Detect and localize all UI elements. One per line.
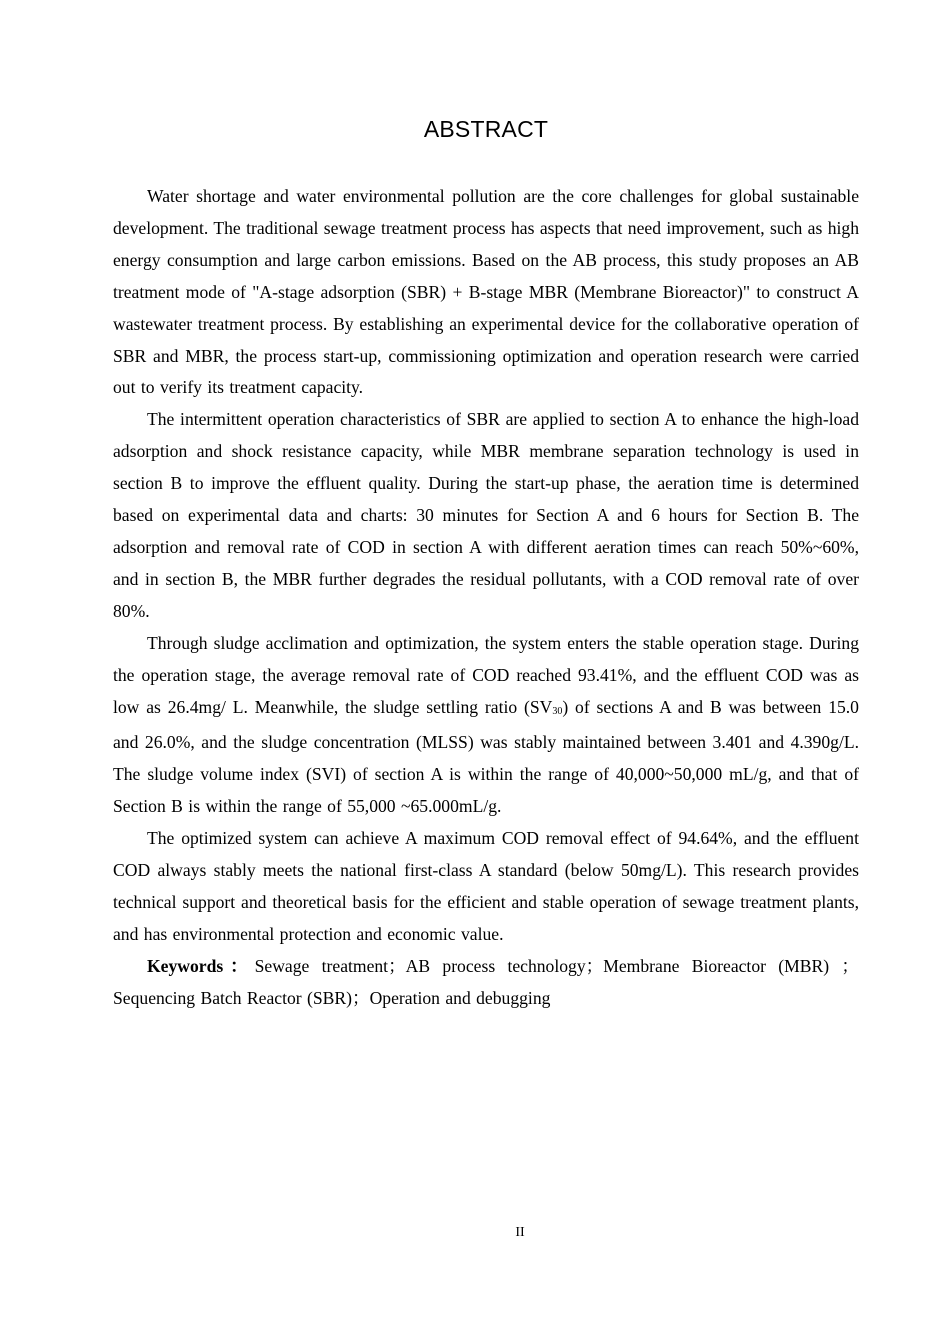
page-number: II	[515, 1225, 525, 1240]
abstract-body	[113, 181, 859, 1015]
keywords-line	[113, 951, 859, 1015]
abstract-paragraph-3	[113, 628, 859, 823]
paragraph-3-text-start: Through sludge acclimation and optimization, the system enters the stable operation stage. During the operation stage, the average removal rate of COD reached 93.41%, and the effluent COD was as low as 26.4mg/ L. Meanwhile, the sludge settling ratio (SV	[113, 632, 859, 717]
abstract-paragraph-4: The optimized system can achieve A maximum COD removal effect of 94.64%, and the effluent COD always stably meets the national first-class A standard (below 50mg/L). This research provides technical support and theoretical basis for the efficient and stable operation of sewage treatment plants, and has environmental protection and economic value.	[113, 828, 859, 944]
abstract-paragraph-2: The intermittent operation characteristics of SBR are applied to section A to enhance the high-load adsorption and shock resistance capacity, while MBR membrane separation technology is used in section B to improve the effluent quality. During the start-up phase, the aeration time is determined based on experimental data and charts: 30 minutes for Section A and 6 hours for Section B. The adsorption and removal rate of COD in section A with different aeration times can reach 50%~60%, and in section B, the MBR further degrades the residual pollutants, with a COD removal rate of over 80%.	[113, 409, 859, 621]
sv-subscript: 30	[552, 705, 563, 717]
keywords-text: Sewage treatment；AB process technology；Membrane Bioreactor (MBR) ；Sequencing Batch Reactor (SBR)；Operation and debugging	[113, 955, 859, 1008]
keywords-label: Keywords：	[147, 955, 255, 976]
paragraph-3-text-end: ) of sections A and B was between 15.0 and 26.0%, and the sludge concentration (MLSS) was stably maintained between 3.401 and 4.390g/L. The sludge volume index (SVI) of section A is within the range of 40,000~50,000 mL/g, and that of Section B is within the range of 55,000 ~65.000mL/g.	[113, 696, 859, 817]
abstract-paragraph-1: Water shortage and water environmental pollution are the core challenges for global sustainable development. The traditional sewage treatment process has aspects that need improvement, such as high energy consumption and large carbon emissions. Based on the AB process, this study proposes an AB treatment mode of "A-stage adsorption (SBR) + B-stage MBR (Membrane Bioreactor)" to construct A wastewater treatment process. By establishing an experimental device for the collaborative operation of SBR and MBR, the process start-up, commissioning optimization and operation research were carried out to verify its treatment capacity.	[113, 186, 860, 398]
abstract-title: ABSTRACT	[423, 116, 549, 142]
